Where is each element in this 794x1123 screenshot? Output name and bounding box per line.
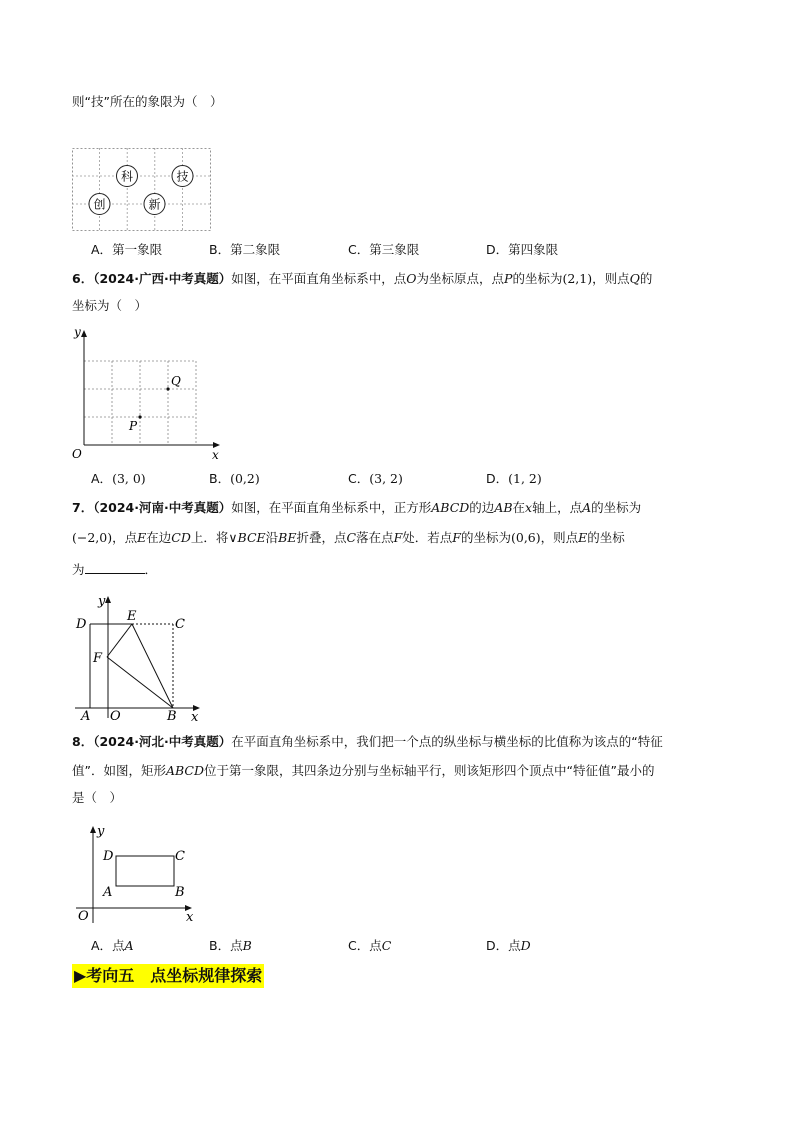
option-letter: A．	[91, 938, 113, 953]
origin-label: O	[110, 709, 121, 724]
q7-f-coord: (0,6)	[510, 530, 541, 545]
b-label: B	[167, 709, 177, 724]
q6-option-a[interactable]	[91, 470, 146, 488]
option-text: 第四象限	[508, 242, 559, 257]
q8-number: 8．	[72, 734, 94, 749]
a-label: A	[81, 709, 91, 724]
q7-var-abcd: ABCD	[431, 500, 470, 515]
q7-var-be: BE	[278, 530, 297, 545]
q7-text: 的坐标为	[591, 500, 642, 515]
q6-number: 6．	[72, 271, 94, 286]
option-text: 点	[112, 938, 125, 953]
point-q	[166, 387, 169, 390]
option-text: (1, 2)	[508, 471, 542, 486]
q8-stem-line2	[72, 762, 654, 780]
q7-square-figure	[72, 588, 212, 728]
q7-var-x: x	[525, 500, 533, 515]
q6-option-b[interactable]	[209, 470, 260, 488]
option-letter: C．	[348, 938, 370, 953]
f-label: F	[93, 651, 103, 666]
q5-option-c[interactable]	[348, 241, 419, 259]
grid-char-ke: 科	[120, 169, 134, 184]
q6-text: 的	[639, 271, 653, 286]
q8-text: 在平面直角坐标系中，我们把一个点的纵坐标与横坐标的比值称为该点的“特征	[231, 734, 663, 749]
segment-ef	[107, 624, 132, 657]
q7-text: ．	[144, 562, 158, 577]
q7-text: 落在点	[356, 530, 394, 545]
option-letter: D．	[486, 242, 509, 257]
option-letter: B．	[209, 471, 231, 486]
q7-text: 的坐标为	[460, 530, 511, 545]
option-text: 点	[369, 938, 382, 953]
section-heading: ▶考向五 点坐标规律探索	[72, 964, 264, 988]
q6-p-coord: (2,1)	[562, 271, 593, 286]
q7-text: 在	[512, 500, 526, 515]
q6-option-d[interactable]	[486, 470, 542, 488]
q6-text: 如图，在平面直角坐标系中，点	[231, 271, 407, 286]
y-axis-label: y	[74, 325, 81, 339]
q7-stem-line3	[72, 560, 157, 579]
option-letter: D．	[486, 471, 509, 486]
q8-stem-line3: 是（ ）	[72, 790, 123, 805]
origin-label: O	[78, 909, 89, 924]
grid-char-ji: 技	[176, 169, 189, 184]
q7-source: （2024·河南·中考真题）	[93, 500, 232, 515]
option-text: (0,2)	[230, 471, 260, 486]
q6-source: （2024·广西·中考真题）	[93, 271, 232, 286]
e-label: E	[127, 609, 137, 624]
y-axis-label: y	[97, 824, 105, 839]
q7-number: 7．	[72, 500, 94, 515]
q6-var-o: O	[406, 271, 417, 286]
x-axis-label: x	[186, 910, 194, 925]
q5-stem: 则“技”所在的象限为（ ）	[72, 94, 223, 109]
q7-text: 处．若点	[402, 530, 453, 545]
q7-var-cd: CD	[171, 530, 191, 545]
q6-text: 的坐标为	[512, 271, 563, 286]
q6-coordinate-figure	[70, 322, 230, 462]
q8-text: 位于第一象限，其四条边分别与坐标轴平行，则该矩形四个顶点中“特征值”最小的	[204, 763, 655, 778]
d-label: D	[103, 849, 114, 864]
option-letter: A．	[91, 242, 113, 257]
q7-text: 沿	[265, 530, 279, 545]
q5-option-d[interactable]	[486, 241, 558, 259]
d-label: D	[76, 617, 87, 632]
point-p	[138, 415, 141, 418]
rectangle-abcd	[116, 856, 174, 886]
q8-option-d[interactable]	[486, 937, 531, 955]
q7-text: ，则点	[540, 530, 579, 545]
option-text: 第三象限	[369, 242, 420, 257]
q8-var-abcd: ABCD	[165, 763, 205, 778]
option-letter: A．	[91, 471, 113, 486]
q7-text: 轴上，点	[532, 500, 583, 515]
y-axis-label: y	[98, 594, 106, 609]
q5-option-b[interactable]	[209, 241, 280, 259]
option-var: A	[124, 938, 134, 953]
option-text: (3, 0)	[112, 471, 146, 486]
c-label: C	[175, 617, 185, 632]
option-letter: B．	[209, 242, 231, 257]
option-text: 第一象限	[112, 242, 163, 257]
q6-stem-line2: 坐标为（ ）	[72, 298, 148, 313]
q8-source: （2024·河北·中考真题）	[93, 734, 232, 749]
q8-stem-line1	[72, 733, 663, 751]
option-var: C	[381, 938, 392, 953]
q7-var-f: F	[452, 530, 461, 545]
option-letter: C．	[348, 242, 370, 257]
q7-var-e: E	[137, 530, 147, 545]
q8-option-c[interactable]	[348, 937, 391, 955]
option-var: B	[242, 938, 252, 953]
q8-rectangle-figure	[72, 820, 212, 930]
q6-stem-line1	[72, 270, 652, 288]
option-text: 点	[508, 938, 521, 953]
option-var: D	[520, 938, 531, 953]
q7-var-e: E	[578, 530, 588, 545]
q7-var-a: A	[582, 500, 592, 515]
option-text: 第二象限	[230, 242, 281, 257]
q7-text: 的坐标	[587, 530, 625, 545]
segment-eb	[132, 624, 173, 708]
q7-answer-blank[interactable]	[85, 560, 145, 574]
q6-option-c[interactable]	[348, 470, 403, 488]
q7-text: 如图，在平面直角坐标系中，正方形	[231, 500, 432, 515]
x-axis-label: x	[212, 448, 219, 462]
option-letter: C．	[348, 471, 370, 486]
q7-var-f: F	[393, 530, 403, 545]
q6-text: 为坐标原点，点	[416, 271, 505, 286]
option-text: (3, 2)	[369, 471, 403, 486]
grid-char-chuang: 创	[93, 197, 106, 212]
b-label: B	[175, 885, 185, 900]
q7-triangle: ∨BCE	[228, 530, 266, 545]
q-label: Q	[171, 374, 181, 388]
q8-text: 值”．如图，矩形	[72, 763, 166, 778]
q6-var-p: P	[504, 271, 513, 286]
c-label: C	[175, 849, 185, 864]
option-letter: D．	[486, 938, 509, 953]
q7-stem-line2	[72, 529, 625, 547]
q6-var-q: Q	[629, 271, 640, 286]
option-text: 点	[230, 938, 243, 953]
q7-stem-line1	[72, 499, 641, 517]
q6-text: ，则点	[592, 271, 630, 286]
origin-label: O	[72, 447, 82, 461]
q5-grid-figure	[72, 148, 212, 232]
p-label: P	[129, 419, 138, 433]
q7-text: 上．将	[190, 530, 229, 545]
q8-option-b[interactable]	[209, 937, 252, 955]
q7-text: 折叠，点	[296, 530, 347, 545]
q7-var-c: C	[346, 530, 357, 545]
q7-var-ab: AB	[494, 500, 513, 515]
grid-char-xin: 新	[148, 197, 161, 212]
a-label: A	[103, 885, 113, 900]
q7-text: 为	[72, 562, 85, 577]
q7-text: 在边	[146, 530, 172, 545]
q5-option-a[interactable]	[91, 241, 162, 259]
q7-text: 的边	[469, 500, 495, 515]
option-letter: B．	[209, 938, 231, 953]
q8-option-a[interactable]	[91, 937, 134, 955]
q7-text: ，点	[112, 530, 138, 545]
segment-fb	[107, 657, 173, 708]
q7-a-coord: (−2,0)	[72, 530, 113, 545]
x-axis-label: x	[191, 710, 199, 725]
